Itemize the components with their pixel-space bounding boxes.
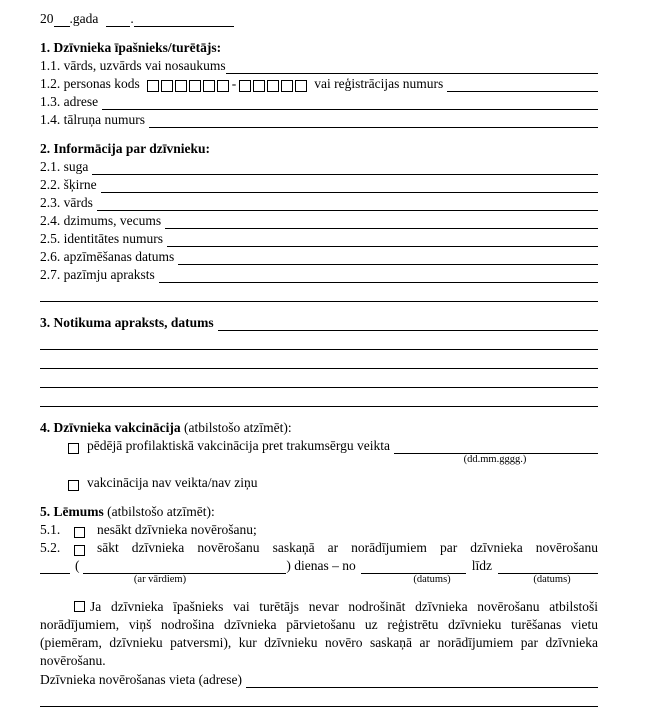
registration-number-label: vai reģistrācijas numurs [314, 76, 444, 91]
digit-box[interactable] [217, 80, 229, 92]
identity-number-blank[interactable] [167, 232, 598, 247]
field-row-personal-code [40, 74, 598, 92]
event-blank-line-2[interactable] [40, 350, 598, 369]
decision-51-label: nesākt dzīvnieka novērošanu; [97, 522, 257, 537]
field-row-marking-date [40, 247, 598, 265]
section5-title-row [40, 502, 598, 520]
date-line [40, 9, 598, 27]
field-row-breed [40, 175, 598, 193]
features-label: 2.7. pazīmju apraksts [40, 267, 155, 282]
species-label: 2.1. suga [40, 159, 89, 174]
date-century-label: 20 [40, 11, 54, 26]
event-blank-line-3[interactable] [40, 369, 598, 388]
date-until-hint: (datums) [533, 574, 571, 585]
vaccination-not-done-row [68, 473, 598, 491]
section3-title: 3. Notikuma apraksts, datums [40, 315, 214, 330]
date-year-blank[interactable] [54, 12, 70, 27]
observation-place-row [40, 670, 598, 688]
name-blank[interactable] [226, 59, 598, 74]
digit-box[interactable] [281, 80, 293, 92]
digit-box[interactable] [295, 80, 307, 92]
vaccination-done-label: pēdējā profilaktiskā vakcinācija pret trakumsērgu veikta [87, 438, 391, 453]
vaccination-done-row [68, 436, 598, 454]
sex-age-blank[interactable] [165, 214, 598, 229]
identity-number-label: 2.5. identitātes numurs [40, 231, 163, 246]
date-gada-label: .gada [69, 11, 99, 26]
phone-label: 1.4. tālruņa numurs [40, 112, 145, 127]
field-row-sex-age [40, 211, 598, 229]
no-observation-checkbox[interactable] [74, 527, 85, 538]
decision-51-row [40, 520, 598, 538]
observation-place-blank[interactable] [246, 673, 598, 688]
date-from-blank[interactable] [361, 559, 466, 574]
start-observation-checkbox[interactable] [74, 545, 85, 556]
features-blank[interactable] [159, 268, 598, 283]
personal-code-boxes-group2 [239, 80, 307, 92]
days-words-blank[interactable] [83, 559, 287, 574]
sex-age-label: 2.4. dzimums, vecums [40, 213, 162, 228]
personal-code-separator: - [231, 76, 237, 91]
personal-code-boxes-group1 [147, 80, 229, 92]
name-label: 1.1. vārds, uzvārds vai nosaukums [40, 58, 226, 73]
days-mid-label: ) dienas – no [286, 558, 356, 573]
registration-number-blank[interactable] [447, 77, 598, 92]
decision-52-label: sākt dzīvnieka novērošanu saskaņā ar norādījumiem par dzīvnieka novērošanu [97, 540, 598, 555]
observation-place-extra-line[interactable] [40, 688, 598, 707]
section4-title-row [40, 418, 598, 436]
animal-name-blank[interactable] [97, 196, 598, 211]
breed-label: 2.2. šķirne [40, 177, 97, 192]
vaccination-date-hint-row [40, 454, 598, 467]
section5-title: 5. Lēmums [40, 504, 104, 519]
field-row-species [40, 157, 598, 175]
observation-place-label: Dzīvnieka novērošanas vieta (adrese) [40, 672, 243, 687]
lidz-label: līdz [471, 558, 492, 573]
address-blank[interactable] [102, 95, 598, 110]
relocation-text: Ja dzīvnieka īpašnieks vai turētājs nevar nodrošināt dzīvnieka novērošanu atbilstoši norādījumiem, viņš nodrošina dzīvnieka pārvietošanu uz reģistrētu dzīvnieku turēšanas vietu (piemēram, dzīvnieku patversmi), kur dzīvnieku novēro saskaņā ar norādījumiem par dzīvnieka novērošanu. [40, 599, 598, 668]
days-digits-blank[interactable] [40, 559, 70, 574]
date-month-blank[interactable] [134, 12, 234, 27]
vaccination-date-format-hint: (dd.mm.gggg.) [463, 454, 527, 465]
date-until-blank[interactable] [498, 559, 598, 574]
field-row-address [40, 92, 598, 110]
field-row-features [40, 265, 598, 283]
section1-title: 1. Dzīvnieka īpašnieks/turētājs: [40, 40, 222, 55]
digit-box[interactable] [147, 80, 159, 92]
personal-code-label: 1.2. personas kods [40, 76, 140, 91]
date-from-hint: (datums) [413, 574, 451, 585]
marking-date-label: 2.6. apzīmēšanas datums [40, 249, 175, 264]
vaccination-not-done-checkbox[interactable] [68, 480, 79, 491]
date-day-blank[interactable] [106, 12, 130, 27]
section4-title-note: (atbilstošo atzīmēt): [180, 420, 292, 435]
species-blank[interactable] [92, 160, 598, 175]
field-row-phone [40, 110, 598, 128]
vaccination-date-blank[interactable] [394, 439, 598, 454]
relocation-paragraph [40, 598, 598, 670]
address-label: 1.3. adrese [40, 94, 99, 109]
event-blank-line-1[interactable] [40, 331, 598, 350]
field-row-animal-name [40, 193, 598, 211]
phone-blank[interactable] [149, 113, 598, 128]
section5-title-note: (atbilstošo atzīmēt): [103, 504, 215, 519]
digit-box[interactable] [253, 80, 265, 92]
features-extra-blank-line[interactable] [40, 283, 598, 302]
digit-box[interactable] [161, 80, 173, 92]
animal-name-label: 2.3. vārds [40, 195, 93, 210]
vaccination-done-checkbox[interactable] [68, 443, 79, 454]
marking-date-blank[interactable] [178, 250, 598, 265]
open-paren-label: ( [75, 558, 80, 573]
digit-box[interactable] [175, 80, 187, 92]
event-blank-line-4[interactable] [40, 388, 598, 407]
digit-box[interactable] [203, 80, 215, 92]
in-words-hint: (ar vārdiem) [133, 574, 187, 585]
date-dot-label: . [130, 11, 134, 26]
relocation-checkbox[interactable] [74, 601, 85, 612]
field-row-identity-number [40, 229, 598, 247]
decision-52-continuation-row [40, 556, 598, 574]
field-row-name [40, 56, 598, 74]
section4-title: 4. Dzīvnieka vakcinācija [40, 420, 181, 435]
decision-52-row [40, 538, 598, 556]
decision-52-hints-row [40, 574, 598, 587]
vaccination-not-done-label: vakcinācija nav veikta/nav ziņu [87, 475, 258, 490]
digit-box[interactable] [267, 80, 279, 92]
event-description-blank[interactable] [218, 316, 598, 331]
decision-52-number: 5.2. [40, 540, 61, 555]
digit-box[interactable] [189, 80, 201, 92]
section2-title: 2. Informācija par dzīvnieku: [40, 141, 211, 156]
section3-title-row [40, 313, 598, 331]
breed-blank[interactable] [101, 178, 598, 193]
digit-box[interactable] [239, 80, 251, 92]
decision-51-number: 5.1. [40, 522, 61, 537]
